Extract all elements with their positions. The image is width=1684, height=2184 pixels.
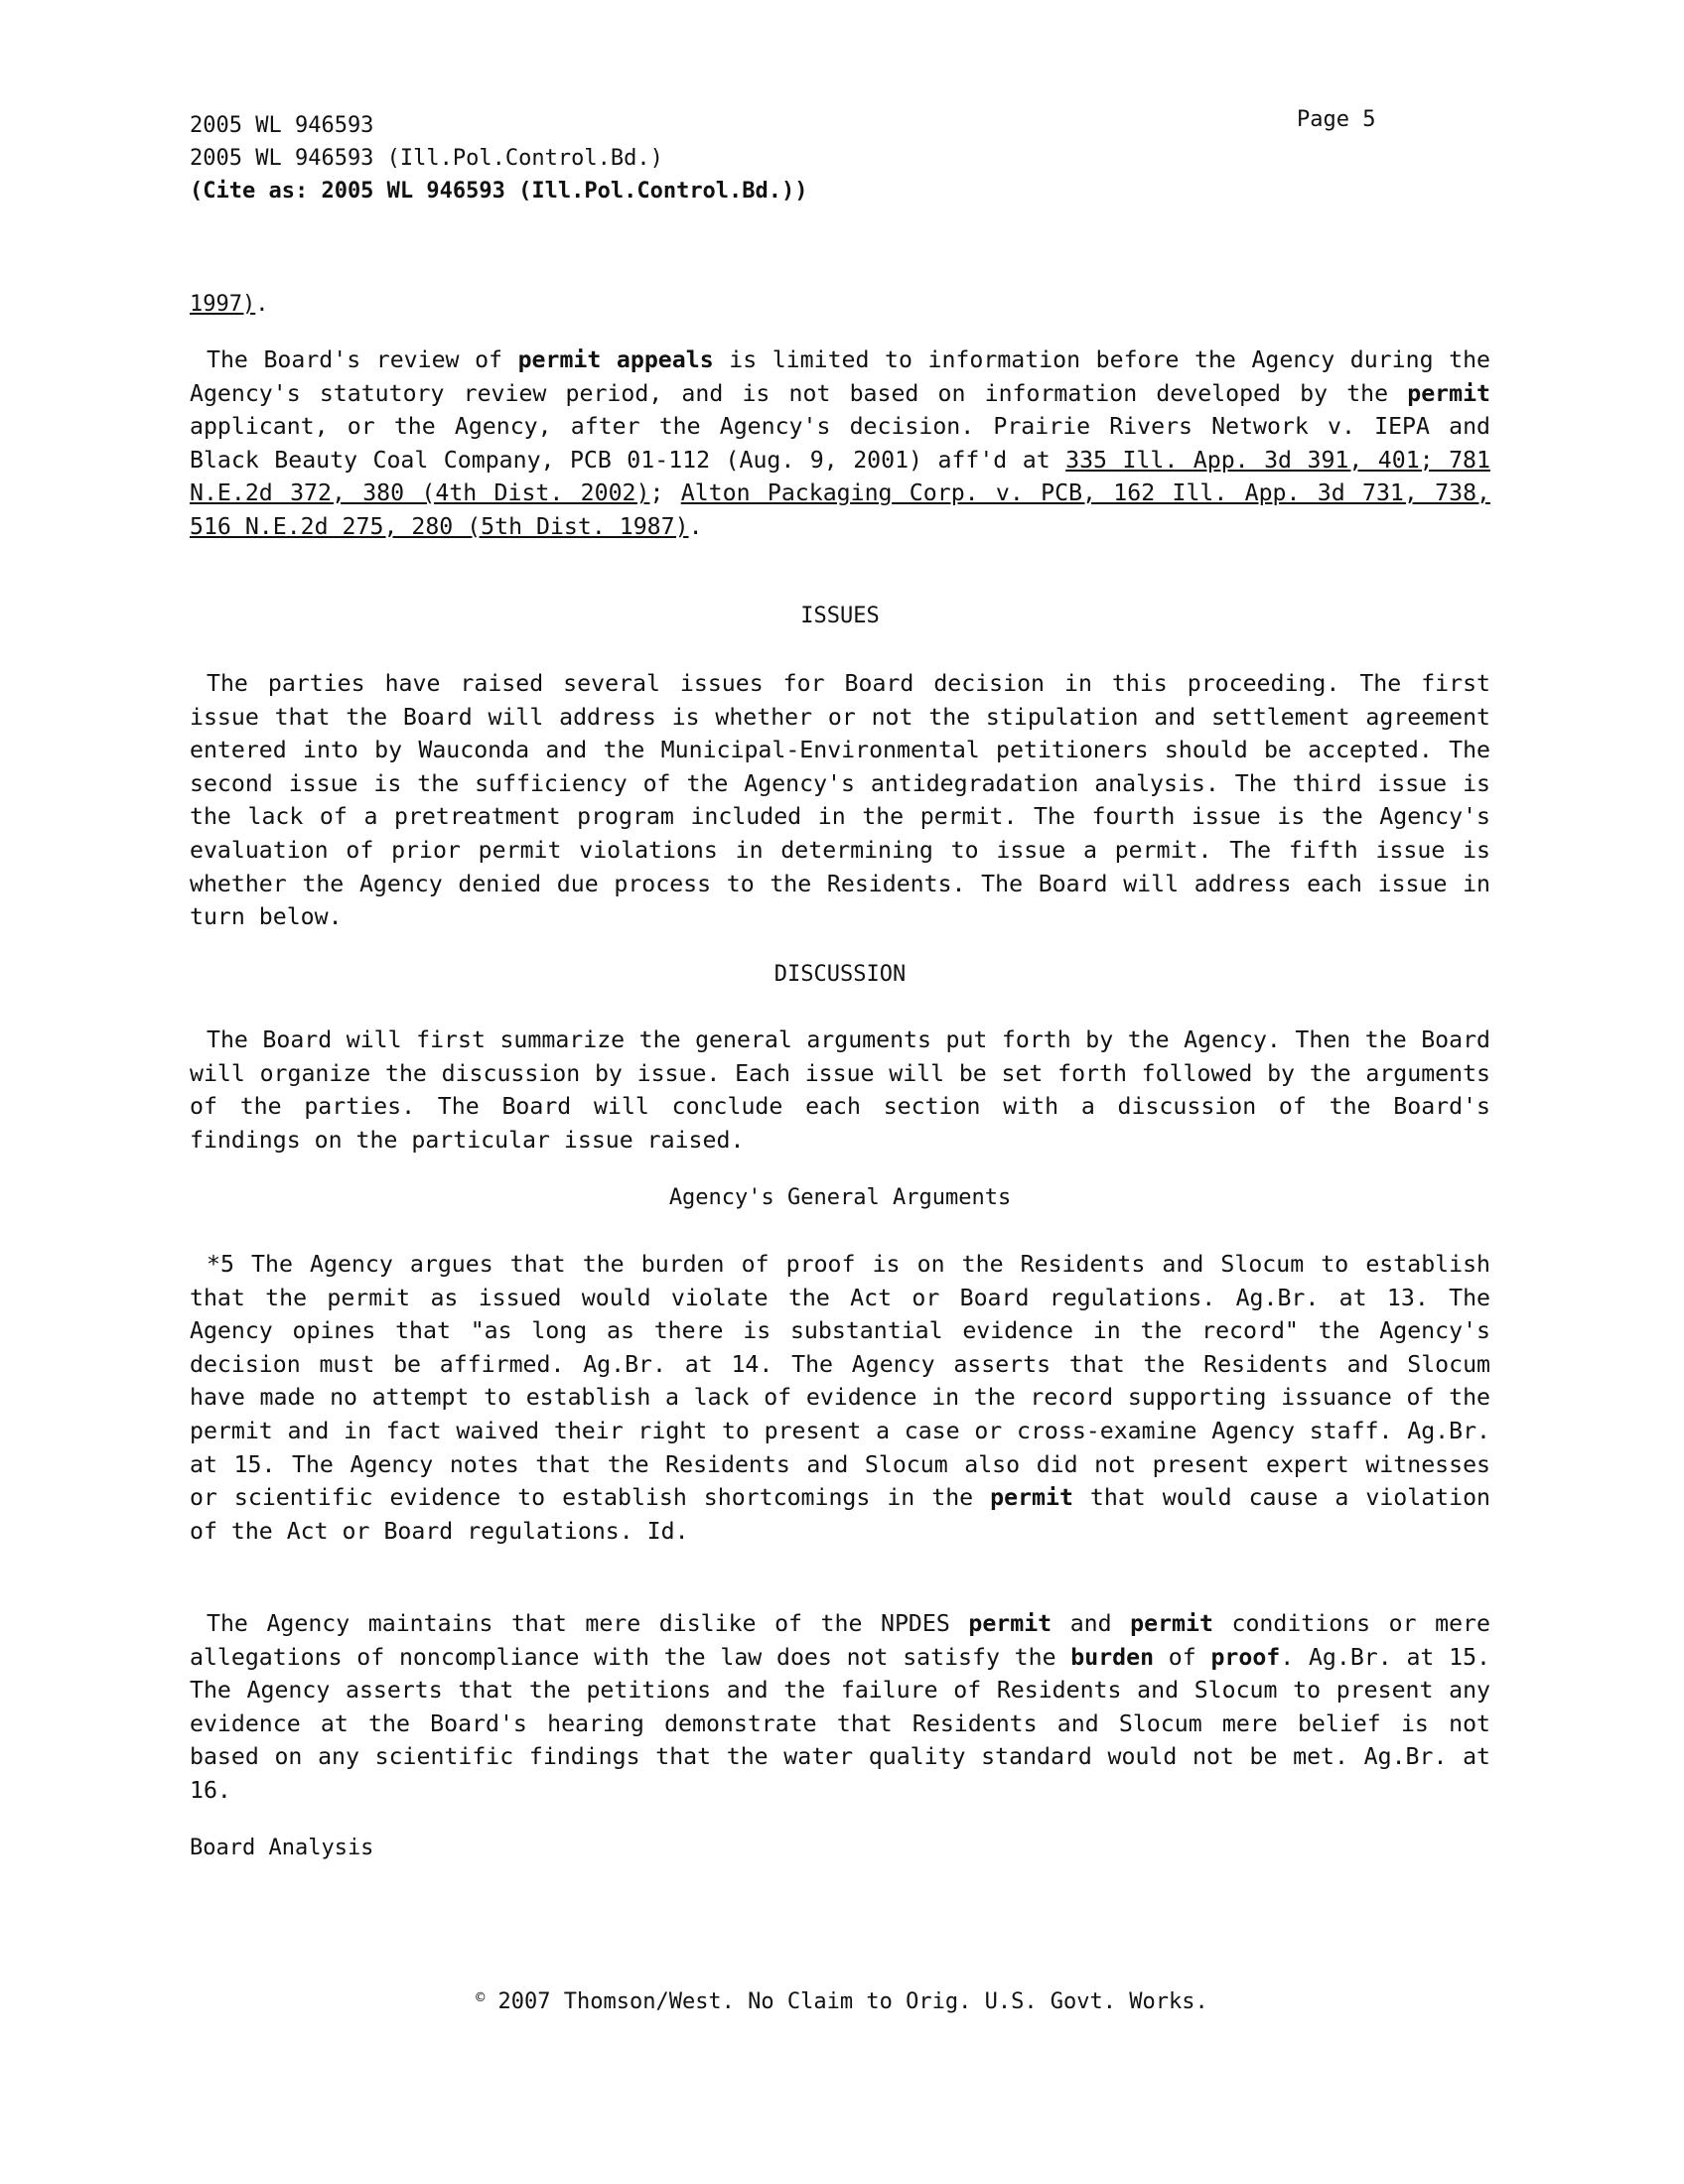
case-citation-link[interactable]: Alton Packaging Corp. v. PCB, 162 Ill. App. 3d 731, 738, 516 N.E.2d 275, 280 (5th Dist. 1987) [190, 479, 1490, 540]
paragraph-general-arguments: *5 The Agency argues that the burden of proof is on the Residents and Slocum to establish that the permit as issued would violate the Act or Board regulations. Ag.Br. at 13. The Agency opines that "as long as there is substantial evidence in the record" the Agency's decision must be affirmed. Ag.Br. at 14. The Agency asserts that the Residents and Slocum have made no attempt to establish a lack of evidence in the record supporting issuance of the permit and in fact waived their right to present a case or cross-examine Agency staff. Ag.Br. at 15. The Agency notes that the Residents and Slocum also did not present expert witnesses or scientific evidence to establish shortcomings in the permit that would cause a violation of the Act or Board regulations. Id. [190, 1251, 1491, 1545]
case-citation-link[interactable]: 335 Ill. App. 3d 391, 401; 781 N.E.2d 372, 380 (4th Dist. 2002) [190, 446, 1490, 507]
paragraph-permit-appeals: The Board's review of permit appeals is limited to information before the Agency during the Agency's statutory review period, and is not based on information developed by the permit applicant, or the Agency, after the Agency's decision. Prairie Rivers Network v. IEPA and Black Beauty Coal Company, PCB 01-112 (Aug. 9, 2001) aff'd at 335 Ill. App. 3d 391, 401; 781 N.E.2d 372, 380 (4th Dist. 2002); Alton Packaging Corp. v. PCB, 162 Ill. App. 3d 731, 738, 516 N.E.2d 275, 280 (5th Dist. 1987). [190, 346, 1490, 540]
subheading-board-analysis: Board Analysis [190, 1836, 374, 1860]
paragraph-discussion: The Board will first summarize the general arguments put forth by the Agency. Then the Board will organize the discussion by issue. Each issue will be set forth followed by the arguments of the parties. The Board will conclude each section with a discussion of the Board's findings on the particular issue raised. [190, 1026, 1490, 1154]
page-number: Page 5 [1297, 107, 1376, 132]
copyright-footer: © 2007 Thomson/West. No Claim to Orig. U.S. Govt. Works. [476, 1988, 1208, 2014]
copyright-icon: © [476, 1988, 486, 2006]
section-heading-general-arguments: Agency's General Arguments [668, 1185, 1012, 1210]
carryover-citation: 1997). [190, 292, 269, 317]
header-citation-court: 2005 WL 946593 (Ill.Pol.Control.Bd.) [190, 146, 663, 171]
paragraph-agency-maintains: The Agency maintains that mere dislike of the NPDES permit and permit conditions or mere allegations of noncompliance with the law does not satisfy the burden of proof. Ag.Br. at 15. The Agency asserts that the petitions and the failure of Residents and Slocum to present any evidence at the Board's hearing demonstrate that Residents and Slocum mere belief is not based on any scientific findings that the water quality standard would not be met. Ag.Br. at 16. [190, 1610, 1491, 1804]
carryover-citation-link[interactable]: 1997) [190, 292, 256, 317]
section-heading-issues: ISSUES [800, 604, 880, 628]
paragraph-issues: The parties have raised several issues for Board decision in this proceeding. The first issue that the Board will address is whether or not the stipulation and settlement agreement entered into by Wauconda and the Municipal-Environmental petitioners should be accepted. The second issue is the sufficiency of the Agency's antidegradation analysis. The third issue is the lack of a pretreatment program included in the permit. The fourth issue is the Agency's evaluation of prior permit violations in determining to issue a permit. The fifth issue is whether the Agency denied due process to the Residents. The Board will address each issue in turn below. [190, 670, 1490, 931]
section-heading-discussion: DISCUSSION [773, 962, 907, 987]
header-citation: 2005 WL 946593 [190, 113, 374, 138]
header-cite-as: (Cite as: 2005 WL 946593 (Ill.Pol.Control.Bd.)) [190, 179, 808, 204]
